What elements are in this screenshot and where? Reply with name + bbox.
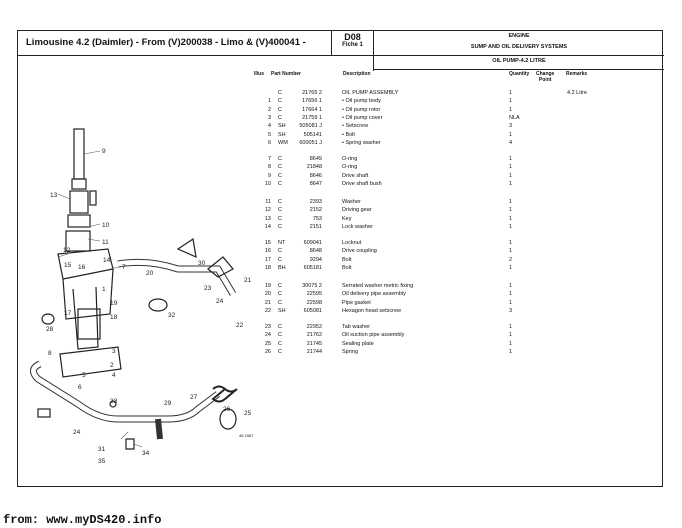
cell-num: 8647	[309, 180, 322, 187]
cell-pfx: C	[278, 256, 282, 263]
svg-text:33: 33	[110, 398, 118, 405]
cell-illus: 10	[264, 180, 271, 187]
cell-qty: 1	[509, 156, 513, 162]
cell-pfx: WM	[278, 139, 288, 146]
cell-illus: 11	[265, 199, 271, 205]
header-rule	[373, 55, 664, 56]
cell-num: 8649	[309, 156, 322, 162]
cell-desc: Hexagon head setscrew	[342, 307, 402, 314]
col-qty: Quantity	[509, 71, 530, 77]
col-change	[536, 72, 554, 83]
cell-pfx: BH	[278, 264, 286, 271]
col-remarks: Remarks	[566, 71, 588, 77]
cell-pfx: C	[278, 332, 282, 339]
cell-qty: 1	[509, 207, 513, 214]
cell-illus: 6	[267, 139, 271, 146]
cell-pfx: C	[278, 324, 282, 330]
cell-qty: 2	[509, 256, 513, 263]
svg-text:29: 29	[164, 400, 172, 407]
svg-text:4: 4	[112, 372, 116, 379]
cell-desc: Sealing plate	[342, 340, 374, 347]
cell-pfx: SH	[278, 307, 286, 314]
cell-qty: 3	[509, 307, 513, 314]
cell-pfx: C	[278, 199, 282, 205]
cell-num: 2151	[309, 223, 322, 230]
cell-num: 21759 1	[302, 114, 322, 121]
cell-pfx: C	[278, 248, 282, 255]
cell-qty: 1	[509, 223, 513, 230]
cell-pfx: C	[278, 299, 282, 306]
cell-illus: 22	[264, 307, 271, 314]
svg-text:24: 24	[216, 298, 224, 305]
cell-pfx: C	[278, 172, 282, 179]
cell-desc: Spring	[342, 348, 358, 355]
svg-text:23: 23	[204, 285, 212, 292]
svg-text:13: 13	[50, 192, 58, 199]
svg-text:2: 2	[110, 362, 114, 369]
cell-pfx: C	[278, 283, 282, 289]
cell-desc: • Setscrew	[342, 123, 369, 130]
svg-text:17: 17	[64, 310, 72, 317]
svg-text:1: 1	[102, 286, 106, 293]
drive-shaft	[74, 129, 84, 179]
cell-num: 605181	[303, 264, 322, 271]
cell-pfx: C	[278, 90, 282, 96]
cell-desc: • Oil pump cover	[342, 114, 383, 121]
cell-num: 22595	[306, 291, 322, 298]
cell-num: 9294	[309, 256, 322, 263]
cell-num: 21762	[306, 332, 322, 339]
cell-num: 600051 J	[299, 139, 322, 146]
cell-qty: 1	[509, 332, 513, 339]
cell-desc: Drive coupling	[342, 248, 377, 255]
svg-text:6: 6	[78, 384, 82, 391]
cell-desc: Tab washer	[342, 324, 371, 330]
cell-pfx: C	[278, 98, 282, 105]
cell-illus: 14	[264, 223, 271, 230]
cell-desc: Serrated washer metric fixing	[342, 283, 414, 289]
cell-rem: 4.2 Litre	[567, 90, 587, 96]
cell-num: 17656 1	[302, 98, 322, 105]
svg-text:27: 27	[190, 394, 198, 401]
cell-desc: Locknut	[342, 240, 362, 246]
cell-illus: 1	[267, 98, 271, 105]
cell-qty: 1	[509, 180, 513, 187]
cell-num: 22952	[306, 324, 322, 330]
cell-desc: Oil delivery pipe assembly	[342, 291, 406, 298]
cell-qty: 1	[509, 199, 513, 205]
category-label: ENGINE	[508, 33, 530, 39]
cell-desc: Washer	[342, 199, 361, 205]
subsection-label: OIL PUMP-4.2 LITRE	[492, 58, 546, 64]
cell-illus: 23	[264, 324, 271, 330]
svg-text:30: 30	[198, 260, 206, 267]
cell-qty: 1	[509, 291, 513, 298]
cell-pfx: NT	[278, 240, 286, 246]
cell-qty: 1	[509, 299, 513, 306]
cell-illus: 24	[264, 332, 271, 339]
cell-desc: Bolt	[342, 256, 352, 263]
cell-desc: Oil suction pipe assembly	[342, 332, 405, 339]
col-desc: Description	[343, 71, 371, 77]
cell-qty: 1	[509, 131, 513, 138]
cell-illus: 20	[264, 291, 271, 298]
cell-pfx: SH	[278, 131, 286, 138]
cell-qty: 1	[509, 324, 513, 330]
col-illus: Illus	[254, 71, 265, 77]
svg-text:19: 19	[110, 300, 118, 307]
svg-text:22: 22	[236, 322, 244, 329]
cell-num: 2393	[309, 199, 322, 205]
section-label: SUMP AND OIL DELIVERY SYSTEMS	[470, 44, 568, 50]
cell-num: 505081 J	[299, 123, 322, 130]
cell-desc: Bolt	[342, 264, 352, 271]
cell-qty: 1	[509, 264, 513, 271]
svg-text:7: 7	[122, 264, 126, 271]
cell-illus: 25	[264, 340, 271, 347]
svg-text:28: 28	[46, 326, 54, 333]
col-change-label: Change	[536, 71, 555, 77]
cell-qty: 1	[509, 248, 513, 255]
svg-text:21: 21	[244, 277, 252, 284]
cell-pfx: C	[278, 156, 282, 162]
cell-illus: 3	[267, 114, 271, 121]
drawing-ref: 46 1567	[239, 433, 254, 438]
cell-qty: 1	[509, 240, 513, 246]
cell-illus: 26	[264, 348, 271, 355]
cell-qty: 1	[509, 283, 513, 289]
cell-pfx: C	[278, 223, 282, 230]
cell-num: 21848	[306, 164, 322, 171]
cell-num: 22598	[306, 299, 322, 306]
cell-desc: • Oil pump rotor	[342, 106, 381, 113]
cell-qty: 1	[509, 340, 513, 347]
cell-desc: Drive shaft	[342, 172, 369, 179]
cell-qty: 1	[509, 98, 513, 105]
svg-text:14: 14	[103, 257, 111, 264]
cell-num: 30075 2	[302, 283, 322, 289]
cell-desc: OIL PUMP ASSEMBLY	[342, 90, 399, 96]
cell-illus: 8	[267, 164, 271, 171]
svg-text:34: 34	[142, 450, 150, 457]
cell-pfx: C	[278, 114, 282, 121]
svg-text:31: 31	[98, 446, 106, 453]
cell-num: 605081	[303, 307, 322, 314]
cell-pfx: C	[278, 340, 282, 347]
cell-illus: 21	[264, 299, 271, 306]
cell-qty: 1	[509, 172, 513, 179]
cell-pfx: C	[278, 348, 282, 355]
cell-num: 2152	[309, 207, 322, 214]
fiche-label: Fiche 1	[342, 42, 363, 48]
cell-desc: Drive shaft bush	[342, 180, 382, 187]
cell-pfx: C	[278, 215, 282, 222]
svg-text:8: 8	[48, 350, 52, 357]
page-title: Limousine 4.2 (Daimler) - From (V)200038 - Limo & (V)400041 -	[26, 37, 306, 48]
cell-pfx: C	[278, 106, 282, 113]
svg-text:16: 16	[78, 264, 86, 271]
svg-text:12: 12	[63, 247, 71, 254]
cell-illus: 17	[264, 256, 271, 263]
svg-text:32: 32	[168, 312, 176, 319]
cell-qty: 1	[509, 164, 513, 171]
svg-text:10: 10	[102, 222, 110, 229]
cell-pfx: C	[278, 180, 282, 187]
svg-text:9: 9	[102, 148, 106, 155]
cell-illus: 9	[267, 172, 271, 179]
cell-pfx: C	[278, 207, 282, 214]
cell-num: 753	[312, 215, 322, 222]
cell-desc: Key	[342, 215, 352, 222]
cell-desc: Pipe gasket	[342, 299, 371, 306]
cell-num: 609041	[303, 240, 322, 246]
cell-desc: • Bolt	[342, 131, 355, 138]
cell-num: 21765 2	[302, 90, 322, 96]
cell-num: 21744	[306, 348, 322, 355]
cell-pfx: C	[278, 164, 282, 171]
svg-text:5: 5	[82, 372, 86, 379]
svg-text:11: 11	[102, 239, 109, 246]
cell-desc: • Spring washer	[342, 139, 381, 146]
col-part: Part Number	[271, 71, 302, 77]
col-change-point: Point	[538, 76, 552, 83]
cell-qty: NLA	[509, 114, 520, 121]
cell-illus: 12	[264, 207, 271, 214]
svg-text:24: 24	[73, 429, 81, 436]
cell-pfx: C	[278, 291, 282, 298]
svg-text:35: 35	[98, 458, 106, 465]
svg-text:18: 18	[110, 314, 118, 321]
cell-num: 17664 1	[302, 106, 322, 113]
cell-illus: 16	[264, 248, 271, 255]
cell-num: 8646	[309, 172, 322, 179]
cell-qty: 4	[509, 139, 513, 146]
cell-illus: 4	[267, 123, 271, 130]
cell-desc: Driving gear	[342, 207, 372, 214]
cell-num: 8648	[309, 248, 322, 255]
cell-qty: 3	[509, 123, 513, 130]
svg-text:3: 3	[112, 348, 116, 355]
cell-illus: 19	[264, 283, 271, 289]
cell-qty: 1	[509, 348, 513, 355]
header-rule	[373, 69, 664, 70]
cell-desc: O-ring	[342, 164, 358, 171]
source-caption: from: www.myDS420.info	[3, 513, 162, 527]
cell-illus: 7	[267, 156, 271, 162]
cell-num: 21745	[306, 340, 322, 347]
cell-illus: 5	[267, 131, 271, 138]
cell-illus: 15	[264, 240, 271, 246]
cell-desc: • Oil pump body	[342, 98, 381, 105]
page-code: D08	[344, 32, 361, 42]
cell-num: 505141	[303, 131, 322, 138]
cell-illus: 18	[264, 264, 271, 271]
cell-illus: 2	[267, 106, 271, 113]
svg-text:15: 15	[64, 262, 72, 269]
cell-qty: 1	[509, 215, 513, 222]
parts-sheet	[17, 30, 663, 487]
cell-qty: 1	[509, 106, 513, 113]
exploded-diagram	[18, 119, 253, 479]
cell-qty: 1	[509, 90, 513, 96]
cell-illus: 13	[264, 215, 271, 222]
cell-desc: Lock washer	[342, 223, 373, 230]
cell-desc: O-ring	[342, 156, 358, 162]
svg-text:25: 25	[244, 410, 252, 417]
cell-pfx: SH	[278, 123, 286, 130]
svg-text:20: 20	[146, 270, 154, 277]
svg-text:26: 26	[223, 406, 231, 413]
